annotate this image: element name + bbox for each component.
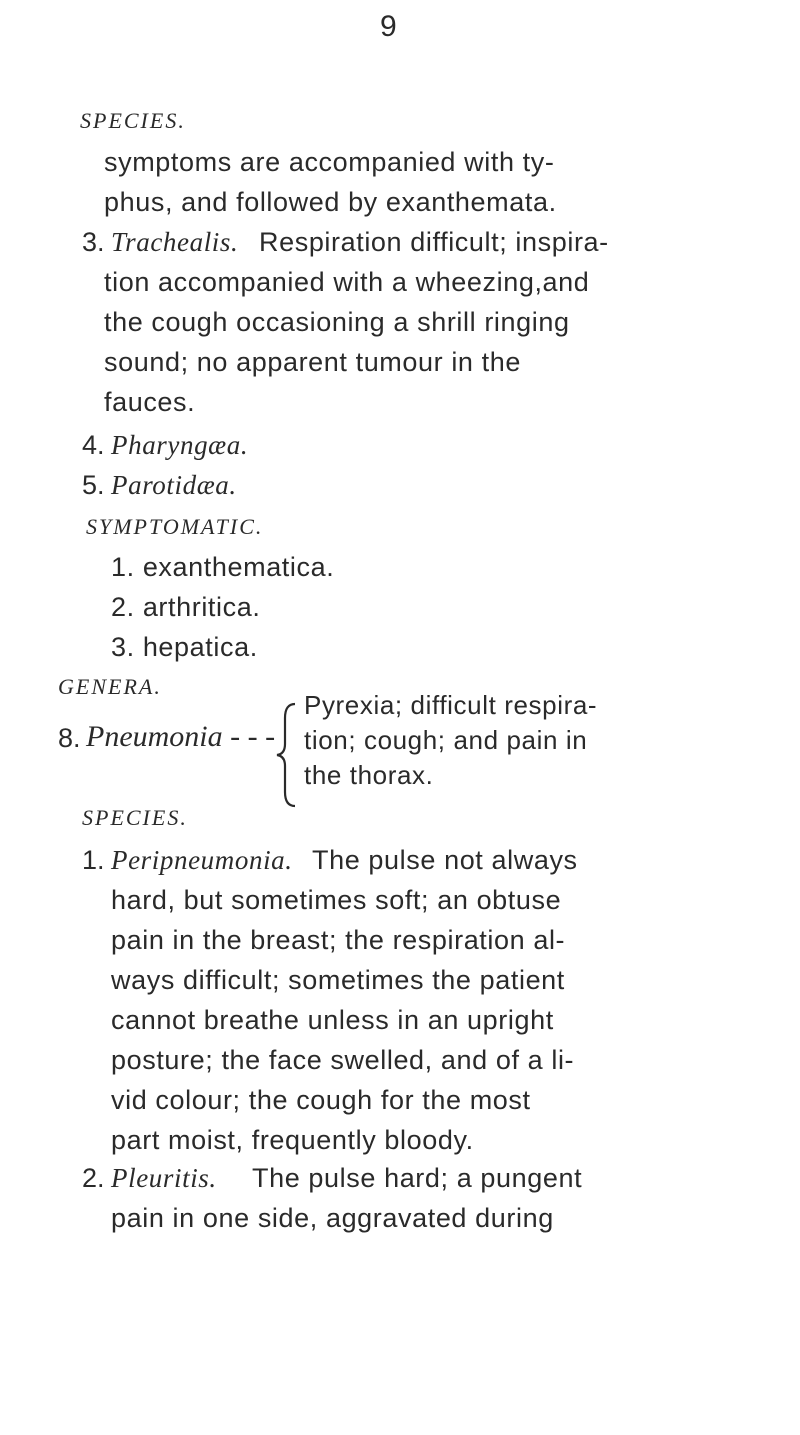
- text-line: fauces.: [104, 387, 196, 417]
- text-line: part moist, frequently bloody.: [111, 1125, 474, 1155]
- text-line: the cough occasioning a shrill ringing: [104, 307, 570, 337]
- text-line: The pulse not always: [312, 845, 578, 875]
- species-heading: SPECIES.: [80, 108, 186, 133]
- text-line: The pulse hard; a pungent: [252, 1163, 583, 1193]
- species-name: Pharyngæa.: [111, 430, 249, 460]
- species-name: Peripneumonia.: [111, 845, 293, 875]
- text-line: pain in one side, aggravated during: [111, 1203, 554, 1233]
- genus-name: Pneumonia - - -: [86, 720, 276, 753]
- text-line: tion accompanied with a wheezing,and: [104, 267, 590, 297]
- item-number: 2.: [82, 1163, 105, 1193]
- item-number: 4.: [82, 430, 105, 460]
- text-line: vid colour; the cough for the most: [111, 1085, 531, 1115]
- list-item: 1. exanthematica.: [111, 552, 335, 582]
- text-line: cannot breathe unless in an upright: [111, 1005, 554, 1035]
- genus-number: 8.: [58, 723, 81, 753]
- item-number: 1.: [82, 845, 105, 875]
- curly-brace-icon: [275, 700, 299, 810]
- text-line: symptoms are accompanied with ty-: [104, 147, 555, 177]
- text-line: hard, but sometimes soft; an obtuse: [111, 885, 562, 915]
- genus-description-line: Pyrexia; difficult respira-: [304, 690, 598, 720]
- list-item: 3. hepatica.: [111, 632, 258, 662]
- item-number: 3.: [82, 227, 105, 257]
- text-line: Respiration difficult; inspira-: [259, 227, 609, 257]
- genus-description-line: tion; cough; and pain in: [304, 725, 588, 755]
- text-line: ways difficult; sometimes the patient: [111, 965, 565, 995]
- item-number: 5.: [82, 470, 105, 500]
- symptomatic-heading: SYMPTOMATIC.: [86, 514, 264, 539]
- text-line: posture; the face swelled, and of a li-: [111, 1045, 575, 1075]
- species-name: Pleuritis.: [111, 1163, 217, 1193]
- page-number: 9: [380, 10, 397, 43]
- species-heading: SPECIES.: [82, 805, 188, 830]
- text-line: pain in the breast; the respiration al-: [111, 925, 566, 955]
- species-name: Trachealis.: [111, 227, 239, 257]
- genera-heading: GENERA.: [58, 674, 162, 699]
- list-item: 2. arthritica.: [111, 592, 261, 622]
- genus-description-line: the thorax.: [304, 760, 434, 790]
- text-line: sound; no apparent tumour in the: [104, 347, 521, 377]
- text-line: phus, and followed by exanthemata.: [104, 187, 557, 217]
- species-name: Parotidæa.: [111, 470, 237, 500]
